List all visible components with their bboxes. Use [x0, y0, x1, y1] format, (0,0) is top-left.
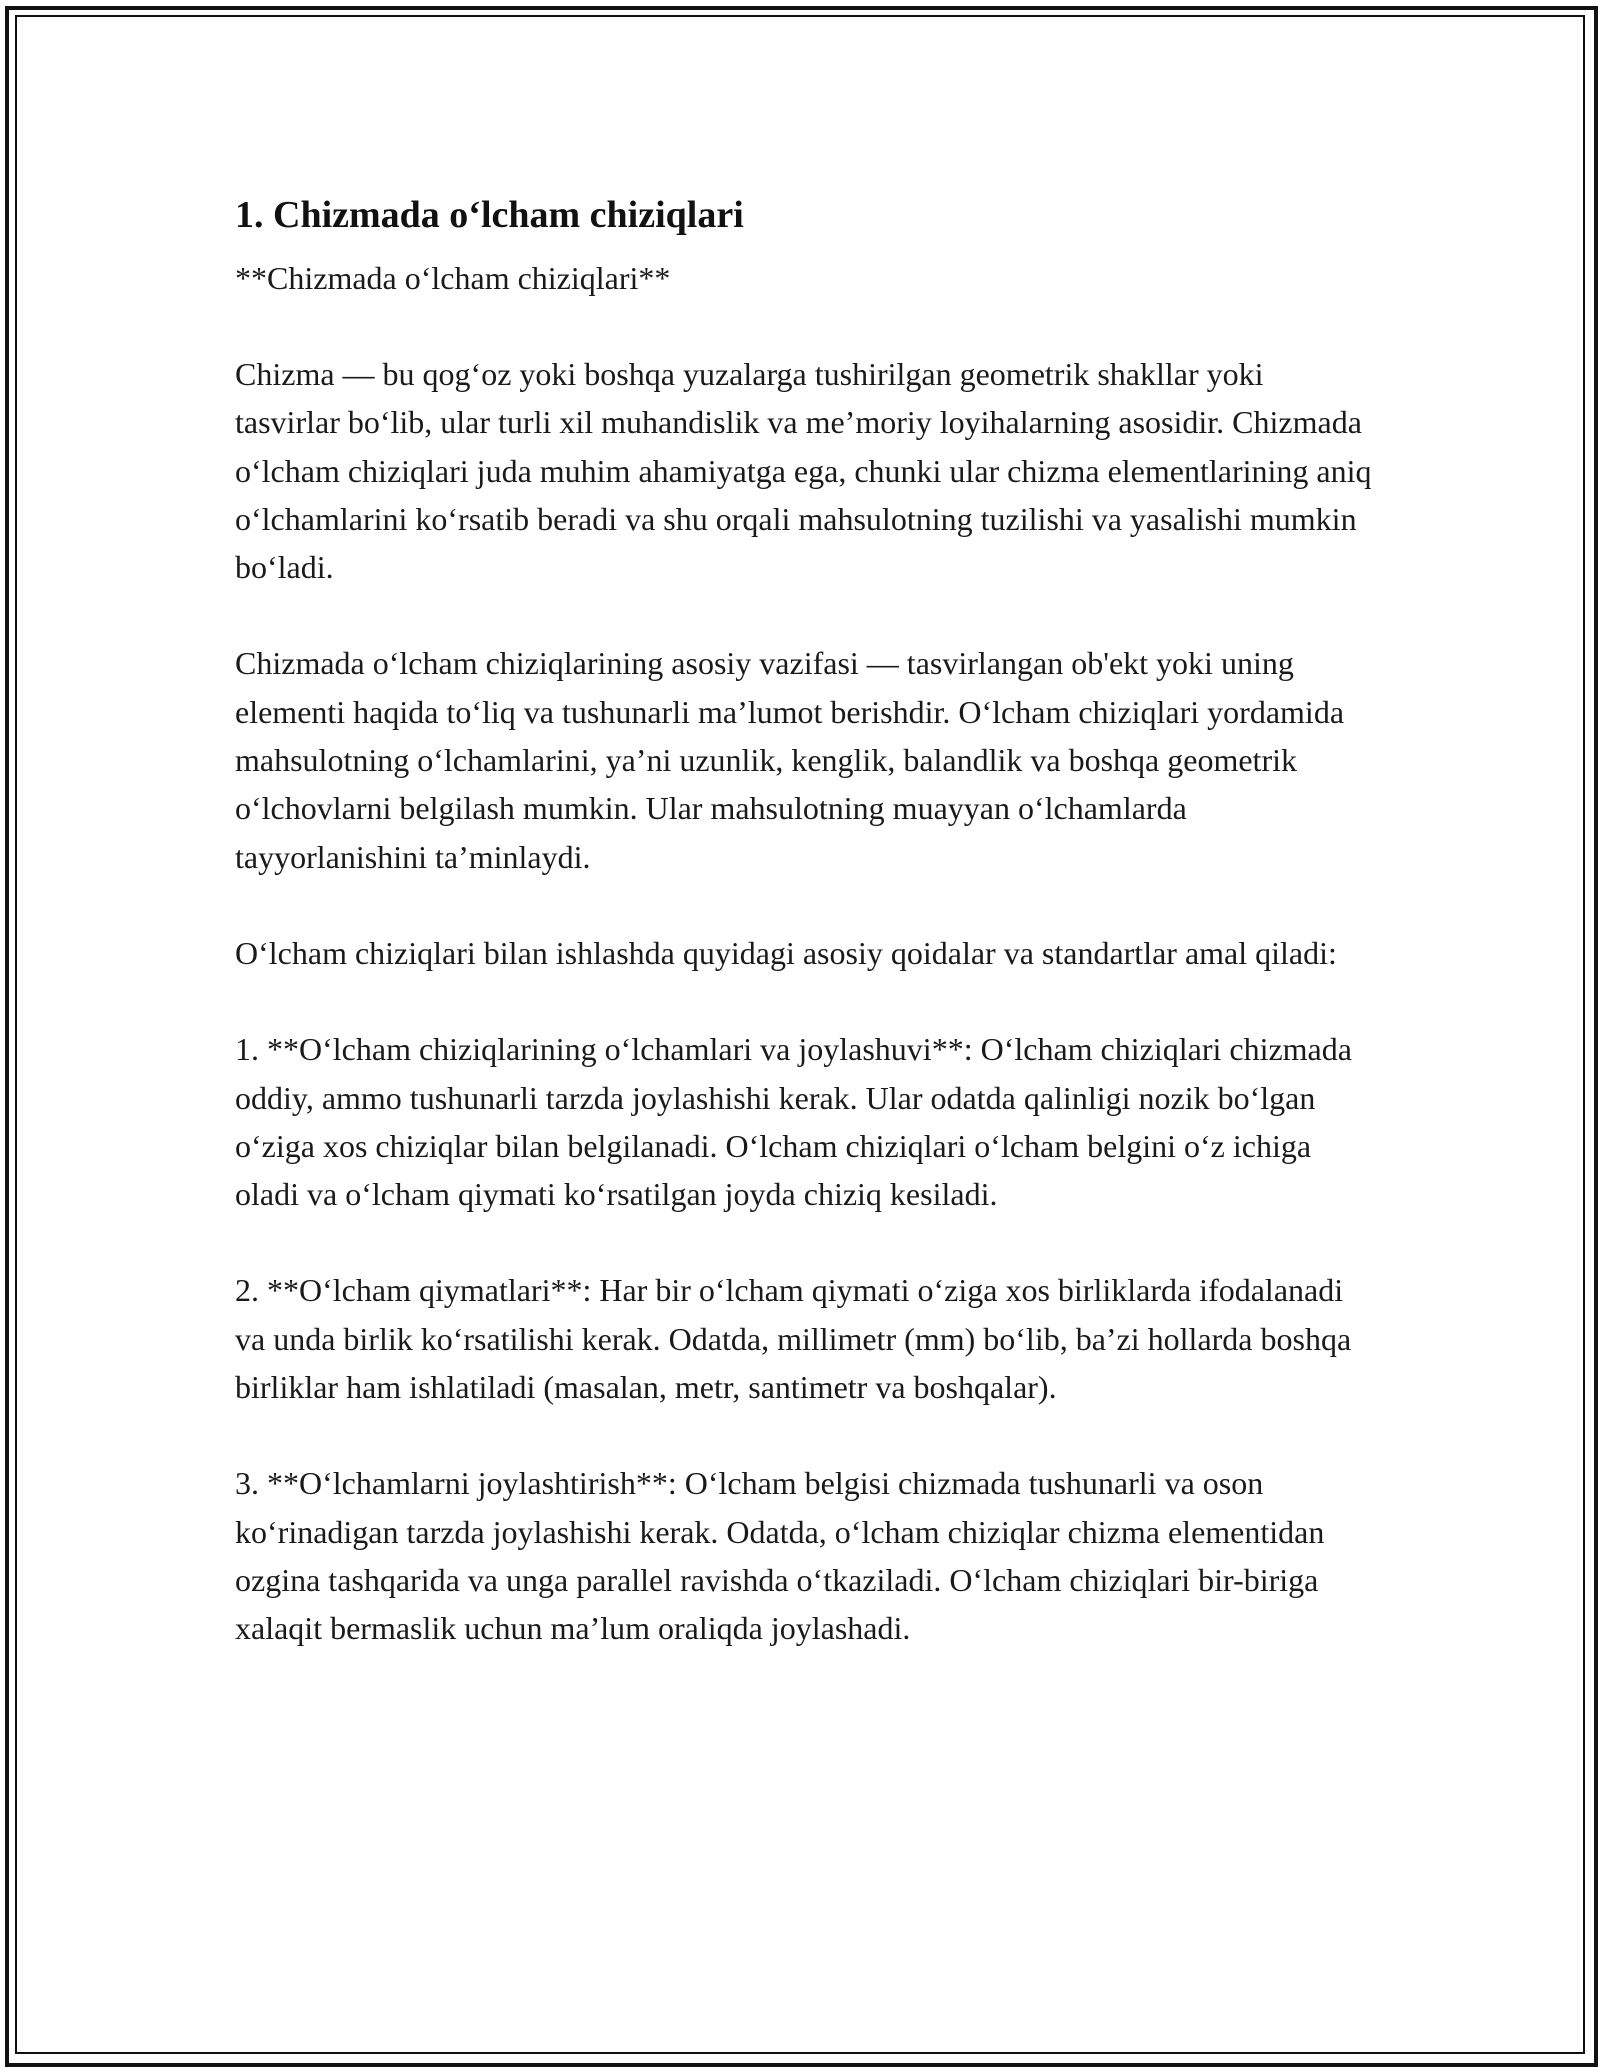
paragraph-intro: Chizma — bu qog‘oz yoki boshqa yuzalarga tushirilgan geometrik shakllar yoki tasvirlar bo‘lib, ular turli xil muhandislik va me’moriy loyihalarning asosidir. Chizmada o‘lcham chiziqlari juda muhim ahamiyatga ega, chunki ular chizma elementlarining aniq o‘lchamlarini ko‘rsatib beradi va shu orqali mahsulotning tuzilishi va yasalishi mumkin bo‘ladi. [235, 356, 1372, 586]
document-body [235, 188, 1375, 1653]
paragraph-purpose: Chizmada o‘lcham chiziqlarining asosiy vazifasi — tasvirlangan ob'ekt yoki uning elementi haqida to‘liq va tushunarli ma’lumot berishdir. O‘lcham chiziqlari yordamida mahsulotning o‘lchamlarini, ya’ni uzunlik, kenglik, balandlik va boshqa geometrik o‘lchovlarni belgilash mumkin. Ular mahsulotning muayyan o‘lchamlarda tayyorlanishini ta’minlaydi. [235, 645, 1345, 875]
list-item-rule-3: 3. **O‘lchamlarni joylashtirish**: O‘lcham belgisi chizmada tushunarli va oson ko‘rinadigan tarzda joylashishi kerak. Odatda, o‘lcham chiziqlar chizma elementidan ozgina tashqarida va unga parallel ravishda o‘tkaziladi. O‘lcham chiziqlari bir-biriga xalaqit bermaslik uchun ma’lum oraliqda joylashadi. [235, 1465, 1325, 1647]
document-title: 1. Chizmada o‘lcham chiziqlari [235, 194, 744, 236]
paragraph-rules-intro: O‘lcham chiziqlari bilan ishlashda quyidagi asosiy qoidalar va standartlar amal qiladi: [235, 934, 1337, 971]
list-item-rule-2: 2. **O‘lcham qiymatlari**: Har bir o‘lcham qiymati o‘ziga xos birliklarda ifodalanadi va unda birlik ko‘rsatilishi kerak. Odatda, millimetr (mm) bo‘lib, ba’zi hollarda boshqa birliklar ham ishlatiladi (masalan, metr, santimetr va boshqalar). [235, 1272, 1352, 1406]
document-subtitle: **Chizmada o‘lcham chiziqlari** [235, 260, 671, 296]
list-item-rule-1: 1. **O‘lcham chiziqlarining o‘lchamlari va joylashuvi**: O‘lcham chiziqlari chizmada oddiy, ammo tushunarli tarzda joylashishi kerak. Ular odatda qalinligi nozik bo‘lgan o‘ziga xos chiziqlar bilan belgilanadi. O‘lcham chiziqlari o‘lcham belgini o‘z ichiga oladi va o‘lcham qiymati ko‘rsatilgan joyda chiziq kesiladi. [235, 1031, 1352, 1213]
